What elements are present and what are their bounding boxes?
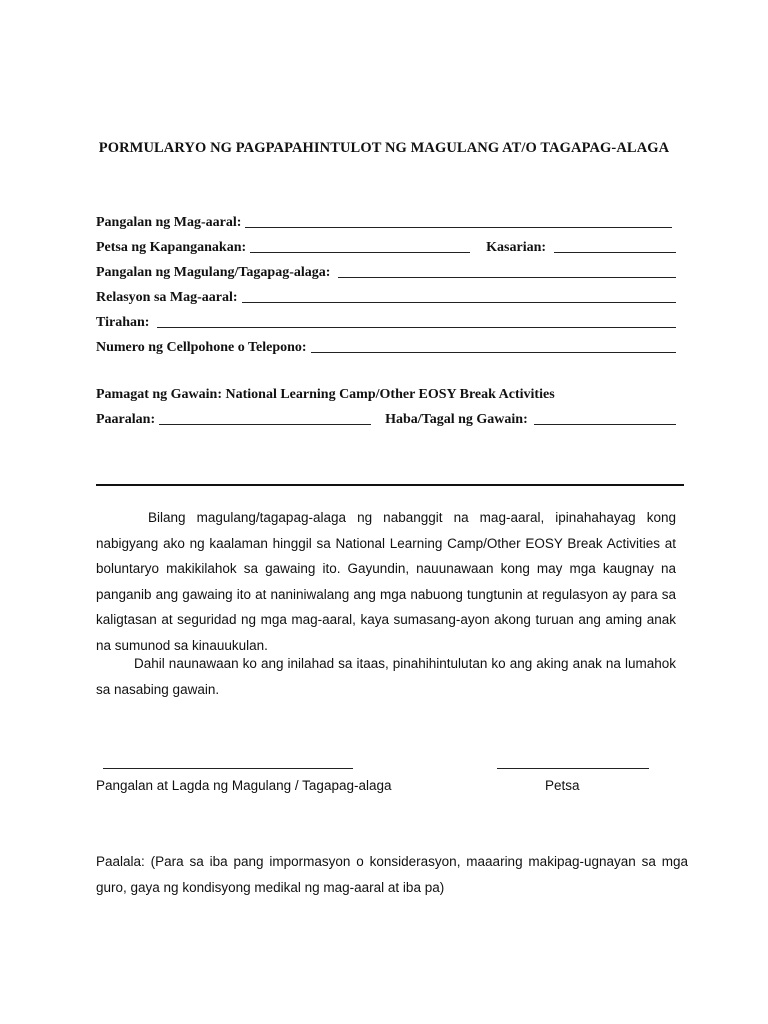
address-field bbox=[96, 313, 676, 331]
relationship-label: Relasyon sa Mag-aaral: bbox=[96, 290, 238, 305]
school-label: Paaralan: bbox=[96, 412, 156, 427]
relationship-line[interactable] bbox=[242, 302, 676, 303]
address-line[interactable] bbox=[157, 327, 676, 328]
guardian-signature-line[interactable] bbox=[103, 768, 353, 769]
consent-paragraph-2: Dahil naunawaan ko ang inilahad sa itaas, pinahihintulutan ko ang aking anak na lumahok sa nasabing gawain. bbox=[96, 656, 676, 697]
sex-label: Kasarian: bbox=[486, 240, 547, 255]
student-name-line[interactable] bbox=[245, 227, 672, 228]
phone-field bbox=[96, 338, 676, 356]
duration-label: Haba/Tagal ng Gawain: bbox=[385, 412, 528, 427]
birth-sex-row bbox=[96, 238, 676, 256]
guardian-name-label: Pangalan ng Magulang/Tagapag-alaga: bbox=[96, 265, 331, 280]
birth-date-line[interactable] bbox=[250, 252, 470, 253]
activity-title: Pamagat ng Gawain: National Learning Camp/Other EOSY Break Activities bbox=[96, 387, 555, 402]
guardian-signature-label: Pangalan at Lagda ng Magulang / Tagapag-alaga bbox=[96, 778, 392, 793]
date-signature-label: Petsa bbox=[545, 778, 580, 793]
section-divider bbox=[96, 484, 684, 486]
duration-line[interactable] bbox=[534, 424, 676, 425]
birth-date-label: Petsa ng Kapanganakan: bbox=[96, 240, 247, 255]
consent-paragraph-1: Bilang magulang/tagapag-alaga ng nabanggit na mag-aaral, ipinahahayag kong nabigyang ako ng kaalaman hinggil sa National Learning Camp/Other EOSY Break Activities at boluntaryo makikilahok sa gawaing ito. Gayundin, nauunawaan kong may mga kaugnay na panganib ang gawaing ito at naniniwalang ang mga nabuong tungtunin at regulasyon ay para sa kaligtasan at seguridad ng mga mag-aaral, kaya sumasang-ayon akong turuan ang aming anak na sumunod sa kinauukulan. bbox=[96, 510, 676, 653]
phone-label: Numero ng Cellpohone o Telepono: bbox=[96, 340, 307, 355]
reminder-note: Paalala: (Para sa iba pang impormasyon o konsiderasyon, maaaring makipag-ugnayan sa mga guro, gaya ng kondisyong medikal ng mag-aaral at iba pa) bbox=[96, 854, 688, 895]
form-title: PORMULARYO NG PAGPAPAHINTULOT NG MAGULANG AT/O TAGAPAG-ALAGA bbox=[98, 140, 670, 156]
phone-line[interactable] bbox=[311, 352, 676, 353]
address-label: Tirahan: bbox=[96, 315, 150, 330]
guardian-name-line[interactable] bbox=[338, 277, 676, 278]
guardian-name-field bbox=[96, 263, 676, 281]
student-name-label: Pangalan ng Mag-aaral: bbox=[96, 215, 242, 230]
relationship-field bbox=[96, 288, 676, 306]
school-line[interactable] bbox=[159, 424, 371, 425]
date-signature-line[interactable] bbox=[497, 768, 649, 769]
school-duration-row bbox=[96, 410, 676, 428]
student-name-field bbox=[96, 213, 676, 231]
sex-line[interactable] bbox=[554, 252, 676, 253]
